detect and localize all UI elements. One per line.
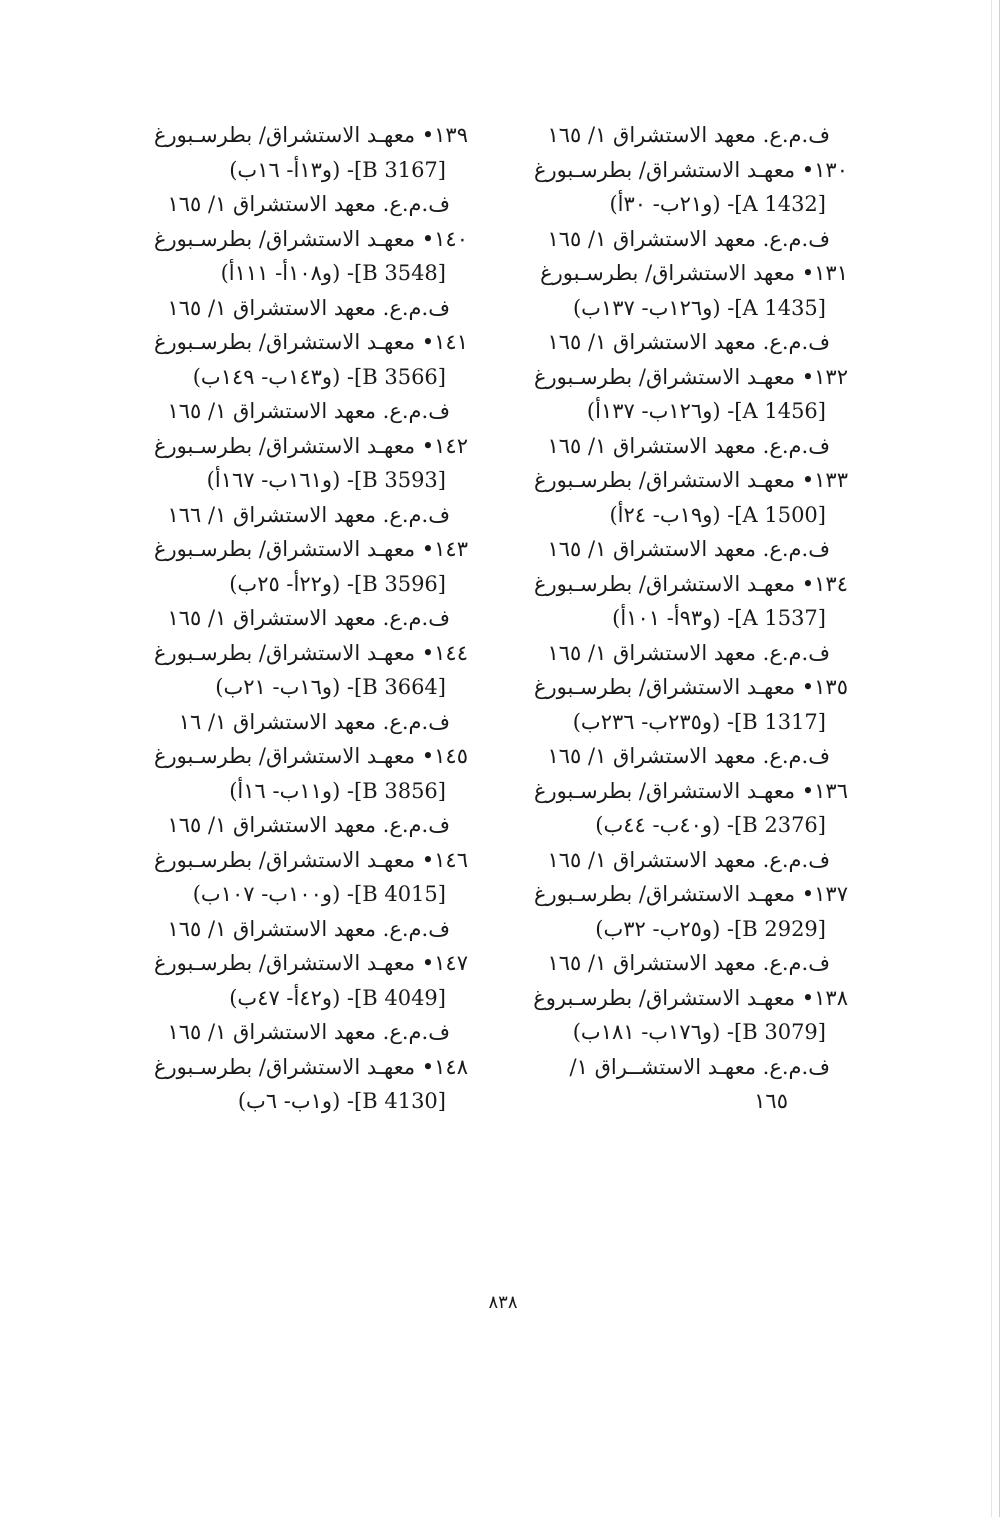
left-column bbox=[118, 118, 468, 1119]
entry-line: ١٤٤• معهـد الاستشراق/ بطرسـبورغ bbox=[153, 640, 468, 665]
entry-line: ١٤١• معهـد الاستشراق/ بطرسـبورغ bbox=[153, 330, 468, 354]
entry-line: ١٤٢• معهـد الاستشراق/ بطرسـبورغ bbox=[153, 433, 468, 458]
source-line: ف.م.ع. معهد الاستشراق ١/ ١٦٥ bbox=[547, 640, 830, 665]
entry-line: ١٣٥• معهـد الاستشراق/ بطرسـبورغ bbox=[533, 675, 848, 699]
shelfmark-line: [B 2376]- (و٤٠ب- ٤٤ب) bbox=[595, 813, 826, 837]
source-line: ف.م.ع. معهد الاستشراق ١/ ١٦٥ bbox=[547, 123, 830, 147]
page-number: ٨٣٨ bbox=[488, 1292, 518, 1313]
shelfmark-line: [B 3566]- (و١٤٣ب- ١٤٩ب) bbox=[192, 364, 446, 389]
entry-line: ١٤٠• معهـد الاستشراق/ بطرسـبورغ bbox=[153, 226, 468, 251]
source-line: ف.م.ع. معهد الاستشراق ١/ ١٦٥ bbox=[167, 399, 450, 423]
source-line: ف.م.ع. معهد الاستشراق ١/ ١٦ bbox=[178, 709, 450, 734]
shelfmark-line: [A 1537]- (و٩٣أ- ١٠١أ) bbox=[612, 606, 826, 630]
shelfmark-line: [B 4130]- (و١ب- ٦ب) bbox=[237, 1089, 446, 1113]
source-line: ف.م.ع. معهـد الاستشــراق ١/ bbox=[569, 1054, 830, 1079]
source-line: ف.م.ع. معهد الاستشراق ١/ ١٦٥ bbox=[547, 951, 830, 975]
shelfmark-line: [A 1456]- (و١٢٦ب- ١٣٧أ) bbox=[586, 399, 826, 423]
shelfmark-line: [B 3167]- (و١٣أ- ١٦ب) bbox=[229, 157, 446, 182]
entry-line: ١٤٥• معهـد الاستشراق/ بطرسـبورغ bbox=[153, 744, 468, 768]
source-line: ف.م.ع. معهد الاستشراق ١/ ١٦٥ bbox=[167, 1020, 450, 1044]
source-line: ف.م.ع. معهد الاستشراق ١/ ١٦٥ bbox=[167, 606, 450, 630]
shelfmark-line: [B 3548]- (و١٠٨أ- ١١١أ) bbox=[220, 261, 446, 285]
right-column bbox=[498, 118, 848, 1119]
source-line: ف.م.ع. معهد الاستشراق ١/ ١٦٥ bbox=[547, 537, 830, 561]
scan-edge-line-inner bbox=[991, 0, 992, 1517]
source-line: ف.م.ع. معهد الاستشراق ١/ ١٦٥ bbox=[547, 433, 830, 458]
entry-line: ١٣٠• معهـد الاستشراق/ بطرسـبورغ bbox=[533, 157, 848, 182]
scan-edge-line bbox=[999, 0, 1000, 1517]
source-line: ف.م.ع. معهد الاستشراق ١/ ١٦٥ bbox=[547, 226, 830, 251]
entry-line: ١٤٧• معهـد الاستشراق/ بطرسـبورغ bbox=[153, 951, 468, 975]
source-line: ف.م.ع. معهد الاستشراق ١/ ١٦٥ bbox=[547, 744, 830, 768]
entry-line: ١٣٤• معهـد الاستشراق/ بطرسـبورغ bbox=[533, 571, 848, 596]
shelfmark-line: [B 3593]- (و١٦١ب- ١٦٧أ) bbox=[206, 468, 446, 492]
shelfmark-line: [B 1317]- (و٢٣٥ب- ٢٣٦ب) bbox=[572, 709, 826, 734]
entry-line: ١٣٩• معهـد الاستشراق/ بطرسـبورغ bbox=[153, 123, 468, 147]
shelfmark-line: [B 2929]- (و٢٥ب- ٣٢ب) bbox=[595, 916, 826, 941]
entry-line: ١٣٣• معهـد الاستشراق/ بطرسـبورغ bbox=[533, 468, 848, 492]
shelfmark-line: [B 4015]- (و١٠٠ب- ١٠٧ب) bbox=[192, 882, 446, 906]
entry-line: ١٤٣• معهـد الاستشراق/ بطرسـبورغ bbox=[153, 537, 468, 561]
entry-line: ١٤٨• معهـد الاستشراق/ بطرسـبورغ bbox=[153, 1054, 468, 1079]
entry-line: ١٣٨• معهـد الاستشراق/ بطرسـبروغ bbox=[533, 985, 848, 1010]
entry-line: ١٤٦• معهـد الاستشراق/ بطرسـبورغ bbox=[153, 847, 468, 872]
entry-line: ١٣٧• معهـد الاستشراق/ بطرسـبورغ bbox=[533, 882, 848, 906]
source-line: ف.م.ع. معهد الاستشراق ١/ ١٦٥ bbox=[167, 192, 450, 216]
entry-line: ١٣٦• معهـد الاستشراق/ بطرسـبورغ bbox=[533, 778, 848, 803]
shelfmark-line: [B 3664]- (و١٦ب- ٢١ب) bbox=[215, 675, 446, 699]
shelfmark-line: [B 3856]- (و١١ب- ١٦أ) bbox=[229, 778, 446, 803]
shelfmark-line: [A 1435]- (و١٢٦ب- ١٣٧ب) bbox=[572, 295, 826, 320]
source-line: ف.م.ع. معهد الاستشراق ١/ ١٦٥ bbox=[167, 916, 450, 941]
shelfmark-line: [A 1432]- (و٢١ب- ٣٠أ) bbox=[609, 192, 826, 216]
source-line: ف.م.ع. معهد الاستشراق ١/ ١٦٥ bbox=[167, 813, 450, 837]
source-line: ف.م.ع. معهد الاستشراق ١/ ١٦٥ bbox=[547, 847, 830, 872]
shelfmark-line: [A 1500]- (و١٩ب- ٢٤أ) bbox=[609, 502, 826, 527]
entry-line: ١٣٢• معهـد الاستشراق/ بطرسـبورغ bbox=[533, 364, 848, 389]
source-line: ف.م.ع. معهد الاستشراق ١/ ١٦٥ bbox=[167, 295, 450, 320]
source-line-continuation: ١٦٥ bbox=[754, 1089, 788, 1113]
shelfmark-line: [B 4049]- (و٤٢أ- ٤٧ب) bbox=[229, 985, 446, 1010]
shelfmark-line: [B 3079]- (و١٧٦ب- ١٨١ب) bbox=[572, 1020, 826, 1044]
source-line: ف.م.ع. معهد الاستشراق ١/ ١٦٥ bbox=[547, 330, 830, 354]
shelfmark-line: [B 3596]- (و٢٢أ- ٢٥ب) bbox=[229, 571, 446, 596]
source-line: ف.م.ع. معهد الاستشراق ١/ ١٦٦ bbox=[167, 502, 450, 527]
entry-line: ١٣١• معهد الاستشراق/ بطرسـبورغ bbox=[540, 261, 848, 285]
